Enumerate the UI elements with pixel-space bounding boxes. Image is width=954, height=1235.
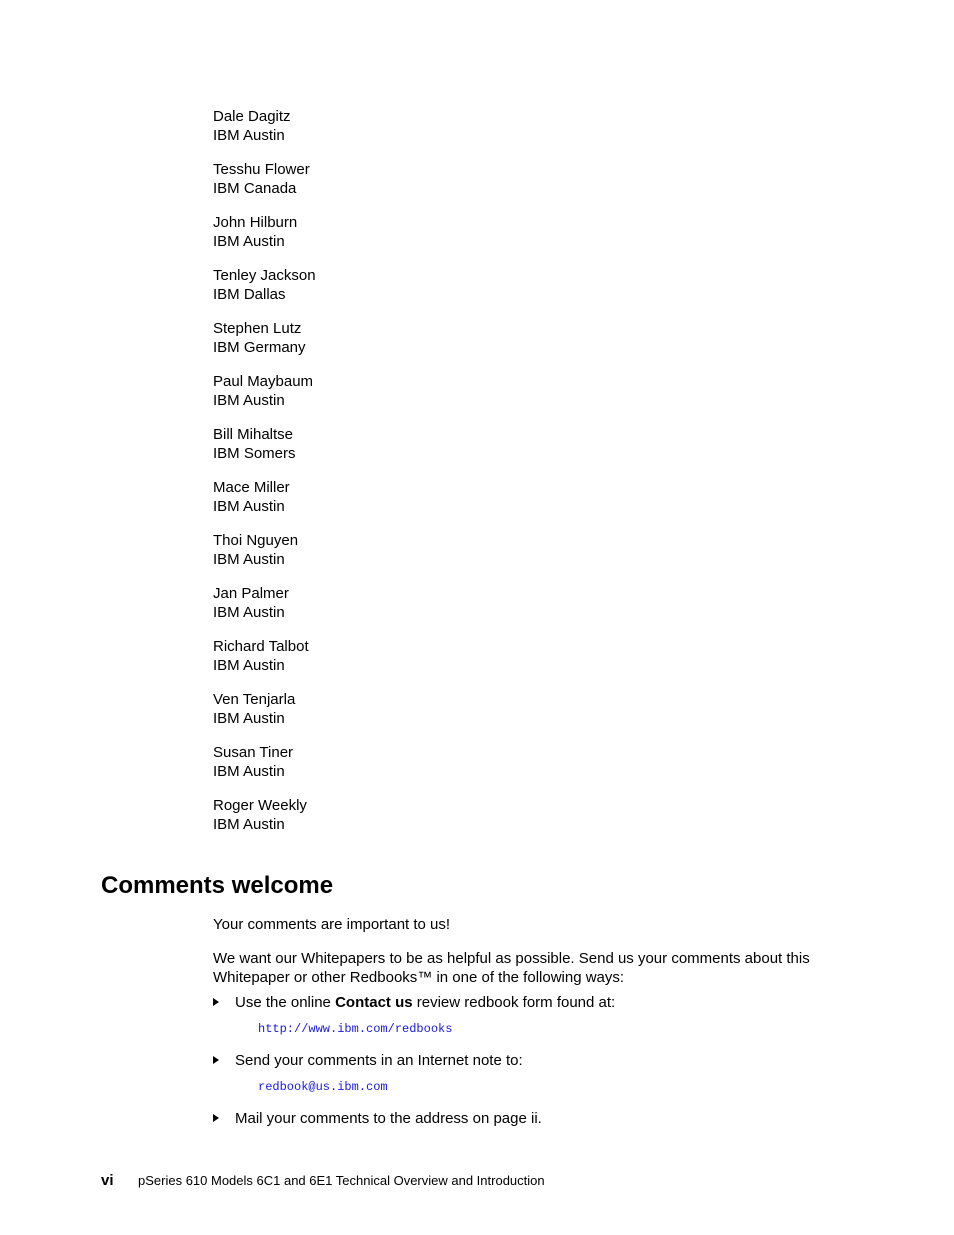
contributor-location: IBM Austin <box>213 657 285 674</box>
contributor <box>213 107 813 145</box>
contributor <box>213 478 813 516</box>
redbooks-url-link[interactable]: http://www.ibm.com/redbooks <box>258 1022 453 1036</box>
contributor <box>213 160 813 198</box>
contributor <box>213 425 813 463</box>
contributor-name: Bill Mihaltse <box>213 426 294 443</box>
contributor <box>213 584 813 622</box>
contributor <box>213 266 813 304</box>
contributor <box>213 690 813 728</box>
contact-us-label: Contact us <box>335 994 413 1011</box>
bullet-text: review redbook form found at: <box>412 994 616 1011</box>
email-link[interactable]: redbook@us.ibm.com <box>258 1080 388 1094</box>
contributor <box>213 372 813 410</box>
comments-section <box>213 915 853 1128</box>
contributor-location: IBM Somers <box>213 445 296 462</box>
triangle-bullet-icon <box>213 998 219 1006</box>
contributor-location: IBM Austin <box>213 498 285 515</box>
contributor-location: IBM Austin <box>213 392 285 409</box>
contributor-location: IBM Austin <box>213 233 285 250</box>
triangle-bullet-icon <box>213 1114 219 1122</box>
contributor-name: Tesshu Flower <box>213 161 310 178</box>
contributor <box>213 743 813 781</box>
page-footer <box>101 1172 545 1190</box>
bullet-text: Use the online <box>235 994 336 1011</box>
contributor-name: Mace Miller <box>213 479 290 496</box>
contributor <box>213 213 813 251</box>
comments-intro: Your comments are important to us! <box>213 916 451 933</box>
contributor-name: John Hilburn <box>213 214 298 231</box>
contributor-name: Roger Weekly <box>213 797 307 814</box>
contributor-name: Tenley Jackson <box>213 267 316 284</box>
contributor-location: IBM Austin <box>213 127 285 144</box>
contributors-list <box>213 107 813 849</box>
contributor-name: Dale Dagitz <box>213 108 291 125</box>
contributor-name: Jan Palmer <box>213 585 289 602</box>
contributor <box>213 796 813 834</box>
comment-methods-list <box>213 993 853 1128</box>
triangle-bullet-icon <box>213 1056 219 1064</box>
list-item <box>213 993 853 1037</box>
bullet-text: Mail your comments to the address on page ii. <box>235 1110 542 1127</box>
contributor-location: IBM Dallas <box>213 286 286 303</box>
contributor-location: IBM Austin <box>213 710 285 727</box>
contributor <box>213 319 813 357</box>
list-item <box>213 1109 853 1128</box>
contributor-name: Richard Talbot <box>213 638 309 655</box>
contributor-name: Ven Tenjarla <box>213 691 296 708</box>
contributor <box>213 531 813 569</box>
contributor-name: Stephen Lutz <box>213 320 302 337</box>
contributor-location: IBM Canada <box>213 180 297 197</box>
document-title: pSeries 610 Models 6C1 and 6E1 Technical Overview and Introduction <box>138 1173 545 1188</box>
contributor-name: Susan Tiner <box>213 744 294 761</box>
contributor-name: Thoi Nguyen <box>213 532 299 549</box>
list-item <box>213 1051 853 1095</box>
bullet-text: Send your comments in an Internet note to: <box>235 1052 523 1069</box>
contributor-location: IBM Germany <box>213 339 306 356</box>
page-number: vi <box>101 1172 114 1189</box>
contributor-location: IBM Austin <box>213 604 285 621</box>
contributor <box>213 637 813 675</box>
contributor-location: IBM Austin <box>213 763 285 780</box>
contributor-location: IBM Austin <box>213 816 285 833</box>
contributor-location: IBM Austin <box>213 551 285 568</box>
section-heading-comments: Comments welcome <box>101 872 334 899</box>
comments-body: We want our Whitepapers to be as helpful as possible. Send us your comments about this Whitepaper or other Redbooks™ in one of the following ways: <box>213 950 810 986</box>
contributor-name: Paul Maybaum <box>213 373 314 390</box>
